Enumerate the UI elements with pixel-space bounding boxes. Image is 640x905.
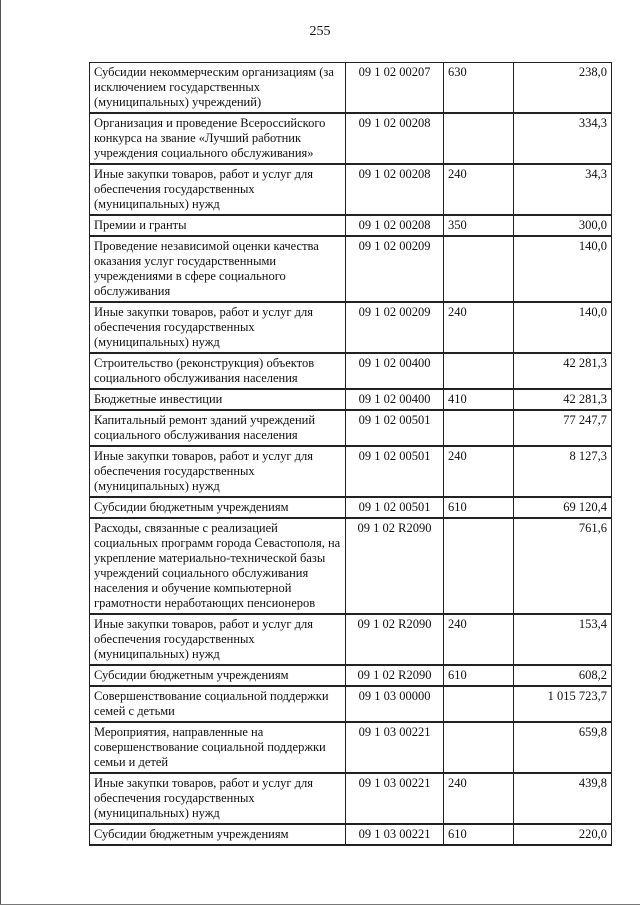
row-expense-type-cell (444, 518, 514, 614)
row-code-cell: 09 1 02 00501 (346, 410, 444, 446)
row-expense-type-cell (444, 410, 514, 446)
row-name-cell: Премии и гранты (90, 215, 346, 236)
row-name-cell: Субсидии некоммерческим организациям (за исключением государственных (муниципальных) учреждений) (90, 63, 346, 114)
table-row (90, 773, 612, 824)
row-amount-cell: 608,2 (514, 665, 612, 686)
row-code-cell: 09 1 02 00208 (346, 164, 444, 215)
row-expense-type-cell: 240 (444, 773, 514, 824)
row-amount-cell: 238,0 (514, 63, 612, 114)
table-row (90, 722, 612, 773)
row-code-cell: 09 1 02 00501 (346, 446, 444, 497)
row-expense-type-cell: 350 (444, 215, 514, 236)
table-row (90, 614, 612, 665)
table-row (90, 824, 612, 845)
row-name-cell: Организация и проведение Всероссийского конкурса на звание «Лучший работник учреждения социального обслуживания» (90, 113, 346, 164)
table-row (90, 113, 612, 164)
row-code-cell: 09 1 02 R2090 (346, 518, 444, 614)
row-name-cell: Совершенствование социальной поддержки семей с детьми (90, 686, 346, 722)
row-amount-cell: 220,0 (514, 824, 612, 845)
row-expense-type-cell: 630 (444, 63, 514, 114)
row-code-cell: 09 1 03 00221 (346, 824, 444, 845)
table-row (90, 389, 612, 410)
row-amount-cell: 1 015 723,7 (514, 686, 612, 722)
row-expense-type-cell (444, 236, 514, 302)
table-row (90, 302, 612, 353)
row-amount-cell: 69 120,4 (514, 497, 612, 518)
row-expense-type-cell: 240 (444, 614, 514, 665)
row-code-cell: 09 1 03 00221 (346, 722, 444, 773)
row-code-cell: 09 1 03 00000 (346, 686, 444, 722)
table-row (90, 410, 612, 446)
row-name-cell: Иные закупки товаров, работ и услуг для обеспечения государственных (муниципальных) нужд (90, 614, 346, 665)
row-expense-type-cell: 410 (444, 389, 514, 410)
table-row (90, 518, 612, 614)
row-code-cell: 09 1 02 00208 (346, 215, 444, 236)
row-expense-type-cell: 240 (444, 302, 514, 353)
row-name-cell: Расходы, связанные с реализацией социальных программ города Севастополя, на укрепление материально-технической базы учреждений социального обслуживания населения и обучение компьютерной грамотности неработающих пенсионеров (90, 518, 346, 614)
row-name-cell: Иные закупки товаров, работ и услуг для обеспечения государственных (муниципальных) нужд (90, 164, 346, 215)
table-row (90, 236, 612, 302)
scan-edge (0, 0, 1, 905)
row-expense-type-cell: 610 (444, 665, 514, 686)
row-amount-cell: 334,3 (514, 113, 612, 164)
budget-table-body (90, 63, 612, 846)
row-amount-cell: 659,8 (514, 722, 612, 773)
table-row (90, 215, 612, 236)
row-code-cell: 09 1 02 00209 (346, 236, 444, 302)
row-amount-cell: 439,8 (514, 773, 612, 824)
row-expense-type-cell (444, 113, 514, 164)
row-code-cell: 09 1 02 00208 (346, 113, 444, 164)
row-name-cell: Иные закупки товаров, работ и услуг для обеспечения государственных (муниципальных) нужд (90, 446, 346, 497)
row-name-cell: Субсидии бюджетным учреждениям (90, 824, 346, 845)
row-amount-cell: 42 281,3 (514, 389, 612, 410)
row-code-cell: 09 1 02 R2090 (346, 614, 444, 665)
row-expense-type-cell: 610 (444, 497, 514, 518)
table-row (90, 497, 612, 518)
row-expense-type-cell (444, 722, 514, 773)
row-code-cell: 09 1 02 00209 (346, 302, 444, 353)
row-name-cell: Проведение независимой оценки качества оказания услуг государственными учреждениями в сфере социального обслуживания (90, 236, 346, 302)
row-amount-cell: 140,0 (514, 302, 612, 353)
row-name-cell: Капитальный ремонт зданий учреждений социального обслуживания населения (90, 410, 346, 446)
row-code-cell: 09 1 02 00400 (346, 353, 444, 389)
row-code-cell: 09 1 02 R2090 (346, 665, 444, 686)
row-code-cell: 09 1 02 00501 (346, 497, 444, 518)
row-expense-type-cell (444, 353, 514, 389)
budget-table (89, 62, 612, 846)
row-name-cell: Мероприятия, направленные на совершенствование социальной поддержки семьи и детей (90, 722, 346, 773)
row-expense-type-cell: 240 (444, 446, 514, 497)
row-name-cell: Иные закупки товаров, работ и услуг для обеспечения государственных (муниципальных) нужд (90, 773, 346, 824)
row-expense-type-cell: 610 (444, 824, 514, 845)
row-amount-cell: 42 281,3 (514, 353, 612, 389)
table-row (90, 164, 612, 215)
table-row (90, 686, 612, 722)
row-expense-type-cell: 240 (444, 164, 514, 215)
table-row (90, 665, 612, 686)
row-expense-type-cell (444, 686, 514, 722)
row-amount-cell: 153,4 (514, 614, 612, 665)
row-name-cell: Субсидии бюджетным учреждениям (90, 497, 346, 518)
table-row (90, 353, 612, 389)
row-amount-cell: 140,0 (514, 236, 612, 302)
row-code-cell: 09 1 03 00221 (346, 773, 444, 824)
row-amount-cell: 761,6 (514, 518, 612, 614)
row-name-cell: Субсидии бюджетным учреждениям (90, 665, 346, 686)
row-code-cell: 09 1 02 00400 (346, 389, 444, 410)
table-row (90, 63, 612, 114)
row-code-cell: 09 1 02 00207 (346, 63, 444, 114)
page-number: 255 (309, 24, 331, 39)
row-name-cell: Бюджетные инвестиции (90, 389, 346, 410)
row-amount-cell: 34,3 (514, 164, 612, 215)
table-row (90, 446, 612, 497)
row-amount-cell: 300,0 (514, 215, 612, 236)
row-amount-cell: 77 247,7 (514, 410, 612, 446)
row-name-cell: Строительство (реконструкция) объектов социального обслуживания населения (90, 353, 346, 389)
row-name-cell: Иные закупки товаров, работ и услуг для обеспечения государственных (муниципальных) нужд (90, 302, 346, 353)
row-amount-cell: 8 127,3 (514, 446, 612, 497)
